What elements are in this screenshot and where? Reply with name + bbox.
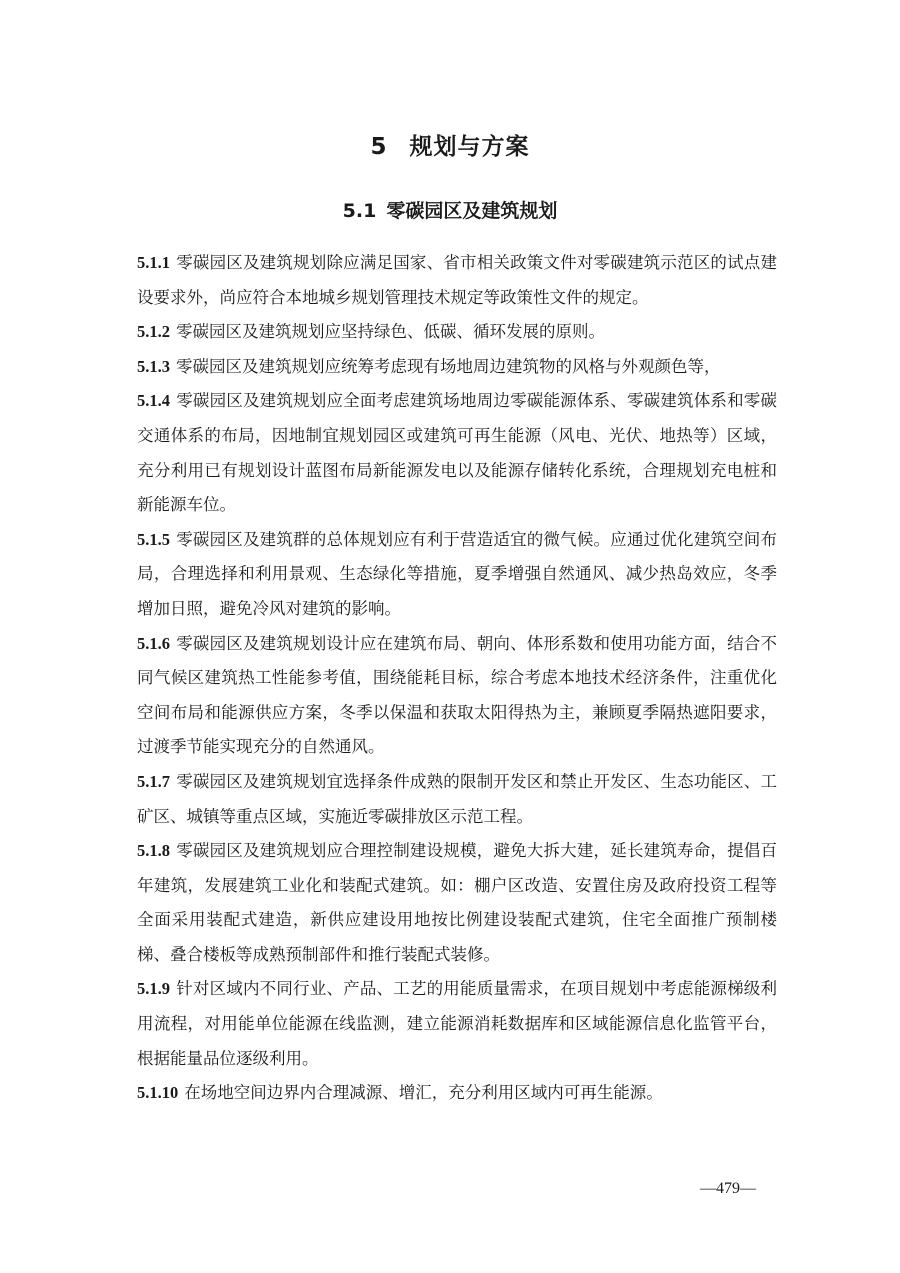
page-number: —479— [700, 1180, 756, 1197]
clause-number: 5.1.1 [137, 253, 170, 272]
chapter-number: 5 [370, 134, 388, 160]
clause-5-1-7 [137, 765, 777, 834]
clause-text: 零碳园区及建筑规划除应满足国家、省市相关政策文件对零碳建筑示范区的试点建设要求外，尚应符合本地城乡规划管理技术规定等政策性文件的规定。 [137, 253, 777, 307]
clause-text: 零碳园区及建筑规划应合理控制建设规模，避免大拆大建，延长建筑寿命，提倡百年建筑，发展建筑工业化和装配式建筑。如：棚户区改造、安置住房及政府投资工程等全面采用装配式建造，新供应建设用地按比例建设装配式建筑，住宅全面推广预制楼梯、叠合楼板等成熟预制部件和推行装配式装修。 [137, 841, 777, 964]
clause-text: 零碳园区及建筑规划宜选择条件成熟的限制开发区和禁止开发区、生态功能区、工矿区、城镇等重点区域，实施近零碳排放区示范工程。 [137, 771, 777, 826]
clause-5-1-6 [137, 627, 777, 765]
clause-text: 零碳园区及建筑群的总体规划应有利于营造适宜的微气候。应通过优化建筑空间布局，合理选择和利用景观、生态绿化等措施，夏季增强自然通风、减少热岛效应，冬季增加日照，避免冷风对建筑的影响。 [137, 529, 777, 618]
clause-5-1-2 [137, 315, 777, 350]
clause-text: 在场地空间边界内合理减源、增汇，充分利用区域内可再生能源。 [184, 1083, 663, 1103]
clause-text: 零碳园区及建筑规划设计应在建筑布局、朝向、体形系数和使用功能方面，结合不同气候区建筑热工性能参考值，围绕能耗目标，综合考虑本地技术经济条件，注重优化空间布局和能源供应方案，冬季以保温和获取太阳得热为主，兼顾夏季隔热遮阳要求，过渡季节能实现充分的自然通风。 [137, 633, 777, 757]
clause-number: 5.1.9 [137, 979, 170, 999]
section-number: 5.1 [342, 200, 377, 222]
clause-number: 5.1.7 [137, 771, 170, 791]
section-title [0, 196, 900, 223]
clause-5-1-9 [137, 972, 777, 1076]
clause-5-1-4 [137, 384, 777, 522]
clause-5-1-8 [137, 834, 777, 972]
clause-5-1-3 [137, 350, 777, 385]
clause-5-1-10 [137, 1076, 777, 1111]
clause-number: 5.1.8 [137, 841, 170, 861]
clause-text: 零碳园区及建筑规划应坚持绿色、低碳、循环发展的原则。 [176, 322, 605, 342]
clause-text: 零碳园区及建筑规划应统筹考虑现有场地周边建筑物的风格与外观颜色等， [176, 356, 721, 376]
clause-number: 5.1.4 [137, 391, 170, 411]
clause-number: 5.1.6 [137, 633, 170, 653]
clause-text: 针对区域内不同行业、产品、工艺的用能质量需求，在项目规划中考虑能源梯级利用流程，对用能单位能源在线监测，建立能源消耗数据库和区域能源信息化监管平台，根据能量品位逐级利用。 [137, 979, 777, 1068]
section-title-text: 零碳园区及建筑规划 [386, 200, 558, 222]
clause-text: 零碳园区及建筑规划应全面考虑建筑场地周边零碳能源体系、零碳建筑体系和零碳交通体系的布局，因地制宜规划园区或建筑可再生能源（风电、光伏、地热等）区域，充分利用已有规划设计蓝图布局新能源发电以及能源存储转化系统，合理规划充电桩和新能源车位。 [137, 391, 777, 515]
clause-5-1-1 [137, 246, 777, 315]
clause-number: 5.1.10 [137, 1083, 179, 1103]
clause-number: 5.1.3 [137, 356, 170, 376]
chapter-title [0, 128, 900, 161]
chapter-title-text: 规划与方案 [409, 134, 530, 160]
clause-number: 5.1.5 [137, 529, 170, 549]
clause-5-1-5 [137, 523, 777, 627]
clause-list [137, 246, 777, 1111]
clause-number: 5.1.2 [137, 322, 170, 342]
